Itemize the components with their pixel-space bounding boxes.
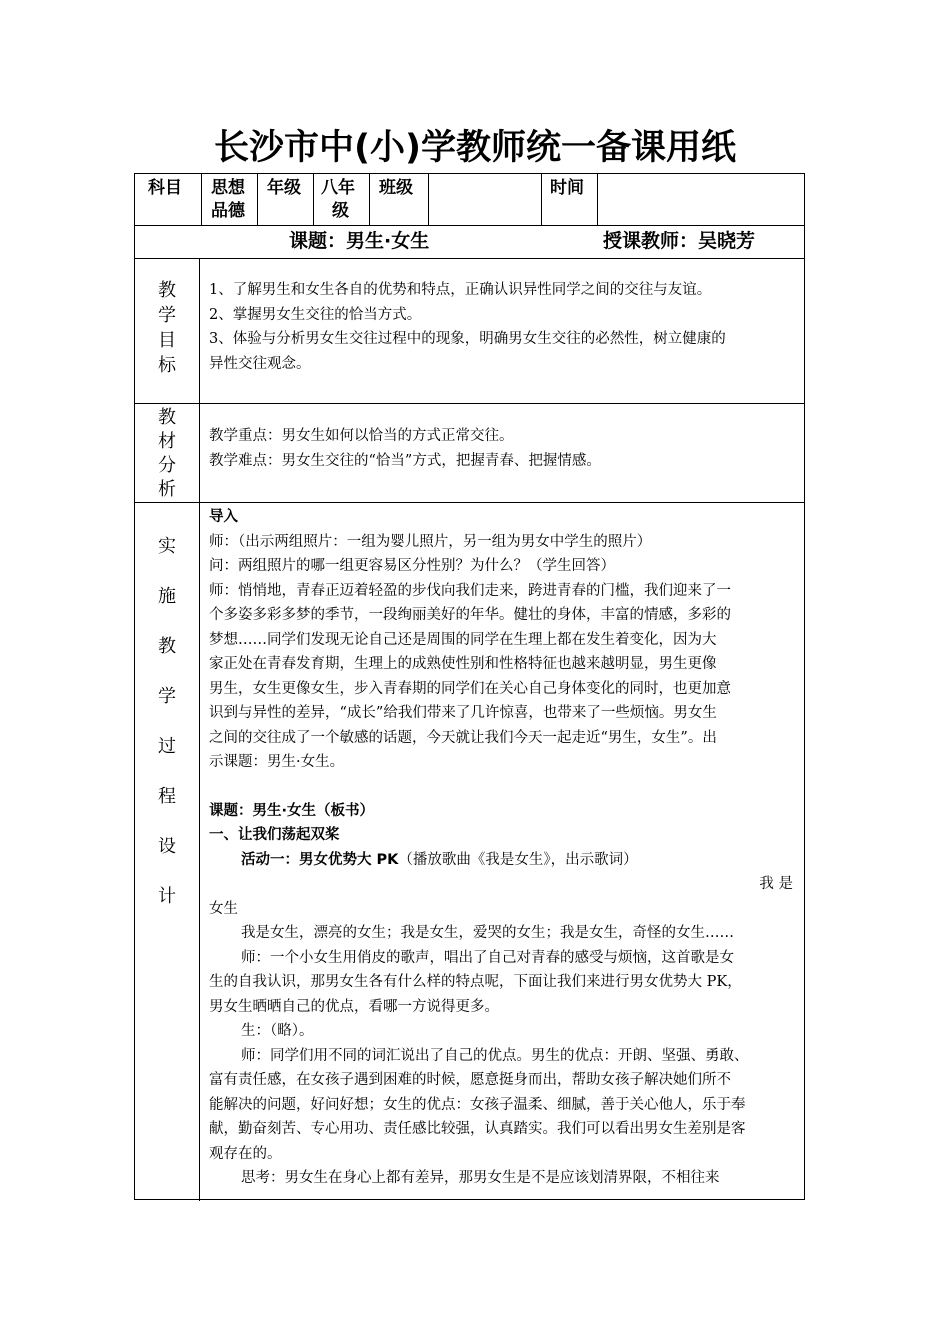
col-divider <box>428 174 429 225</box>
process-label: 实 施 教 学 过 程 设 计 <box>158 536 176 907</box>
row-divider <box>135 225 804 226</box>
activity1-title: 活动一：男女优势大 PK <box>241 851 399 868</box>
board-title: 课题：男生·女生（板书） <box>209 802 375 819</box>
part1-heading: 一、让我们荡起双桨 <box>209 827 340 843</box>
analysis-text: 教学重点：男女生如何以恰当的方式正常交往。 教学难点：男女生交往的“恰当”方式，把握青春、把握情感。 <box>209 428 601 469</box>
col-divider <box>201 174 202 225</box>
col-divider <box>369 174 370 225</box>
row-divider <box>135 258 804 259</box>
col-divider <box>199 258 200 1201</box>
process-text: 导入 师：（出示两组照片：一组为婴儿照片，另一组为男女中学生的照片） 问：两组照片的哪一组更容易区分性别？为什么？（学生回答） 师：悄悄地，青春正迈着轻盈的步伐向我们走来，跨进青春的门槛，我们迎来了一 个多姿多彩多梦的季节，一段绚丽美好的年华。健壮的身体，丰富的情感，多彩的 梦想……同学们发现无论自己还是周围的同学在生理上都在发生着变化，因为大 家正处在青春发育期，生理上的成熟使性别和性格特征也越来越明显，男生更像 男生，女生更像女生，步入青春期的同学们在关心自己身体变化的同时，也更加意 识到与异性的差异，“成长”给我们带来了几许惊喜，也带来了一些烦恼。男女生 之间的交往成了一个敏感的话题，今天就让我们今天一起走近“男生，女生”。出 示课题：男生·女生。 课题：男生·女生（板书） 一、让我们荡起双桨 活动一：男女优势大 PK（播放歌曲《我是女生》，出示歌词） 我 是 女生 我是女生，漂亮的女生；我是女生，爱哭的女生；我是女生，奇怪的女生…… 师：一个小女生用俏皮的歌声，唱出了自己对青春的感受与烦恼，这首歌是女 生的自我认识，那男女生各有什么样的特点呢，下面让我们来进行男女优势大 PK， 男女生晒晒自己的优点，看哪一方说得更多。 生：（略）。 师：同学们用不同的词汇说出了自己的优点。男生的优点：开朗、坚强、勇敢、 富有责任感，在女孩子遇到困难的时候，愿意挺身而出，帮助女孩子解决她们所不 能解决的问题，好问好想；女生的优点：女孩子温柔、细腻，善于关心他人，乐于奉 献，勤奋刻苦、专心用功、责任感比较强，认真踏实。我们可以看出男女生差别是客 观存在的。 思考：男女生在身心上都有差异，那男女生是不是应该划清界限，不相往来 <box>209 505 799 1191</box>
class-label: 班级 <box>379 178 413 198</box>
col-divider <box>257 174 258 225</box>
analysis-label: 教 材 分 析 <box>158 407 176 500</box>
row-divider <box>135 502 804 503</box>
grade-label: 年级 <box>267 178 301 198</box>
subject-value-line1: 思想 <box>211 178 245 198</box>
subject-value-line2: 品德 <box>211 201 245 221</box>
goals-text: 1、了解男生和女生各自的优势和特点，正确认识异性同学之间的交往与友谊。 2、掌握男女生交往的恰当方式。 3、体验与分析男女生交往过程中的现象，明确男女生交往的必然性，树立健康的 异性交往观念。 <box>209 282 726 372</box>
grade-value-line1: 八年 <box>321 178 355 198</box>
col-divider <box>597 174 598 225</box>
col-divider <box>313 174 314 225</box>
grade-value-line2: 级 <box>332 201 349 221</box>
lesson-plan-table <box>134 173 805 1200</box>
page-title: 长沙市中(小)学教师统一备课用纸 <box>214 128 736 168</box>
lesson-topic: 课题：男生·女生 <box>289 230 430 252</box>
intro-heading: 导入 <box>209 509 238 525</box>
row-divider <box>135 403 804 404</box>
time-label: 时间 <box>550 178 584 198</box>
col-divider <box>541 174 542 225</box>
lyrics: 我是女生，漂亮的女生；我是女生，爱哭的女生；我是女生，奇怪的女生…… <box>241 925 734 941</box>
subject-label: 科目 <box>148 178 182 198</box>
goals-label: 教 学 目 标 <box>158 280 176 376</box>
lesson-teacher: 授课教师：吴晓芳 <box>603 230 756 252</box>
